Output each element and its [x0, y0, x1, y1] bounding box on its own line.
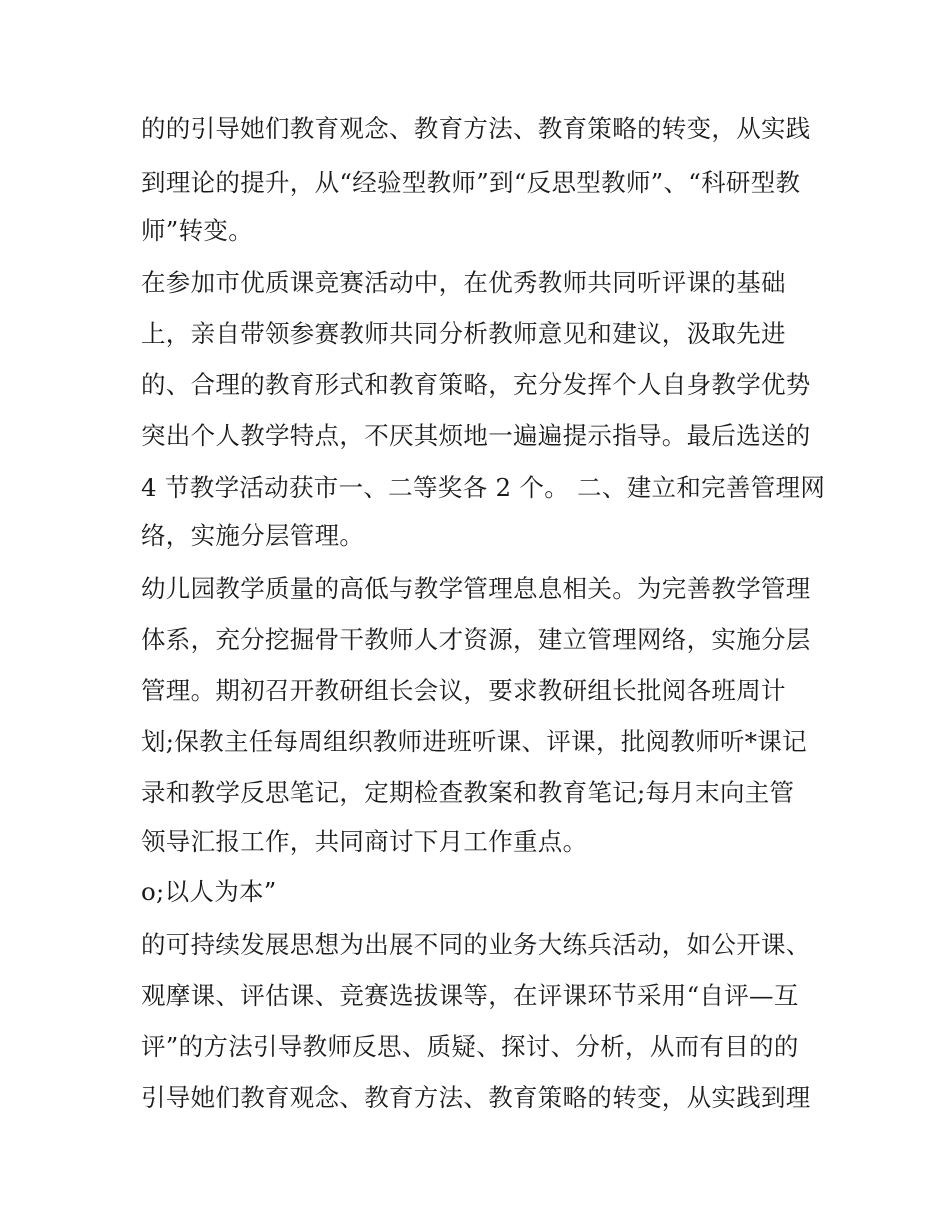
text-line: 评”的方法引导教师反思、质疑、探讨、分析，从而有目的的: [141, 1032, 799, 1061]
text-line: 体系，充分挖掘骨干教师人才资源，建立管理网络，实施分层: [141, 625, 811, 654]
text-line: 在参加市优质课竞赛活动中，在优秀教师共同听评课的基础: [141, 268, 786, 297]
text-line: 管理。期初召开教研组长会议，要求教研组长批阅各班周计: [141, 676, 786, 705]
text-line: 的的引导她们教育观念、教育方法、教育策略的转变，从实践: [141, 114, 811, 143]
text-line: 引导她们教育观念、教育方法、教育策略的转变，从实践到理: [141, 1083, 811, 1112]
text-line: 的、合理的教育形式和教育策略，充分发挥个人自身教学优势: [141, 370, 811, 399]
text-line: 划;保教主任每周组织教师进班听课、评课，批阅教师听*课记: [141, 727, 807, 756]
text-line: 幼儿园教学质量的高低与教学管理息息相关。为完善教学管理: [141, 574, 811, 603]
text-line: 4 节教学活动获市一、二等奖各 2 个。 二、建立和完善管理网: [141, 473, 826, 502]
text-line: 领导汇报工作，共同商讨下月工作重点。: [141, 827, 588, 856]
text-line: 络，实施分层管理。: [141, 521, 365, 550]
text-line: 观摩课、评估课、竞赛选拔课等，在评课环节采用“自评—互: [141, 981, 799, 1010]
text-line: 录和教学反思笔记，定期检查教案和教育笔记;每月末向主管: [141, 778, 795, 807]
text-line: 师”转变。: [141, 216, 254, 245]
text-line: o;以人为本”: [141, 877, 277, 906]
text-line: 突出个人教学特点，不厌其烦地一遍遍提示指导。最后选送的: [141, 421, 811, 450]
text-line: 上，亲自带领参赛教师共同分析教师意见和建议，汲取先进: [141, 319, 786, 348]
text-line: 的可持续发展思想为出展不同的业务大练兵活动，如公开课、: [141, 930, 811, 959]
text-line: 到理论的提升，从“经验型教师”到“反思型教师”、“科研型教: [141, 168, 801, 197]
